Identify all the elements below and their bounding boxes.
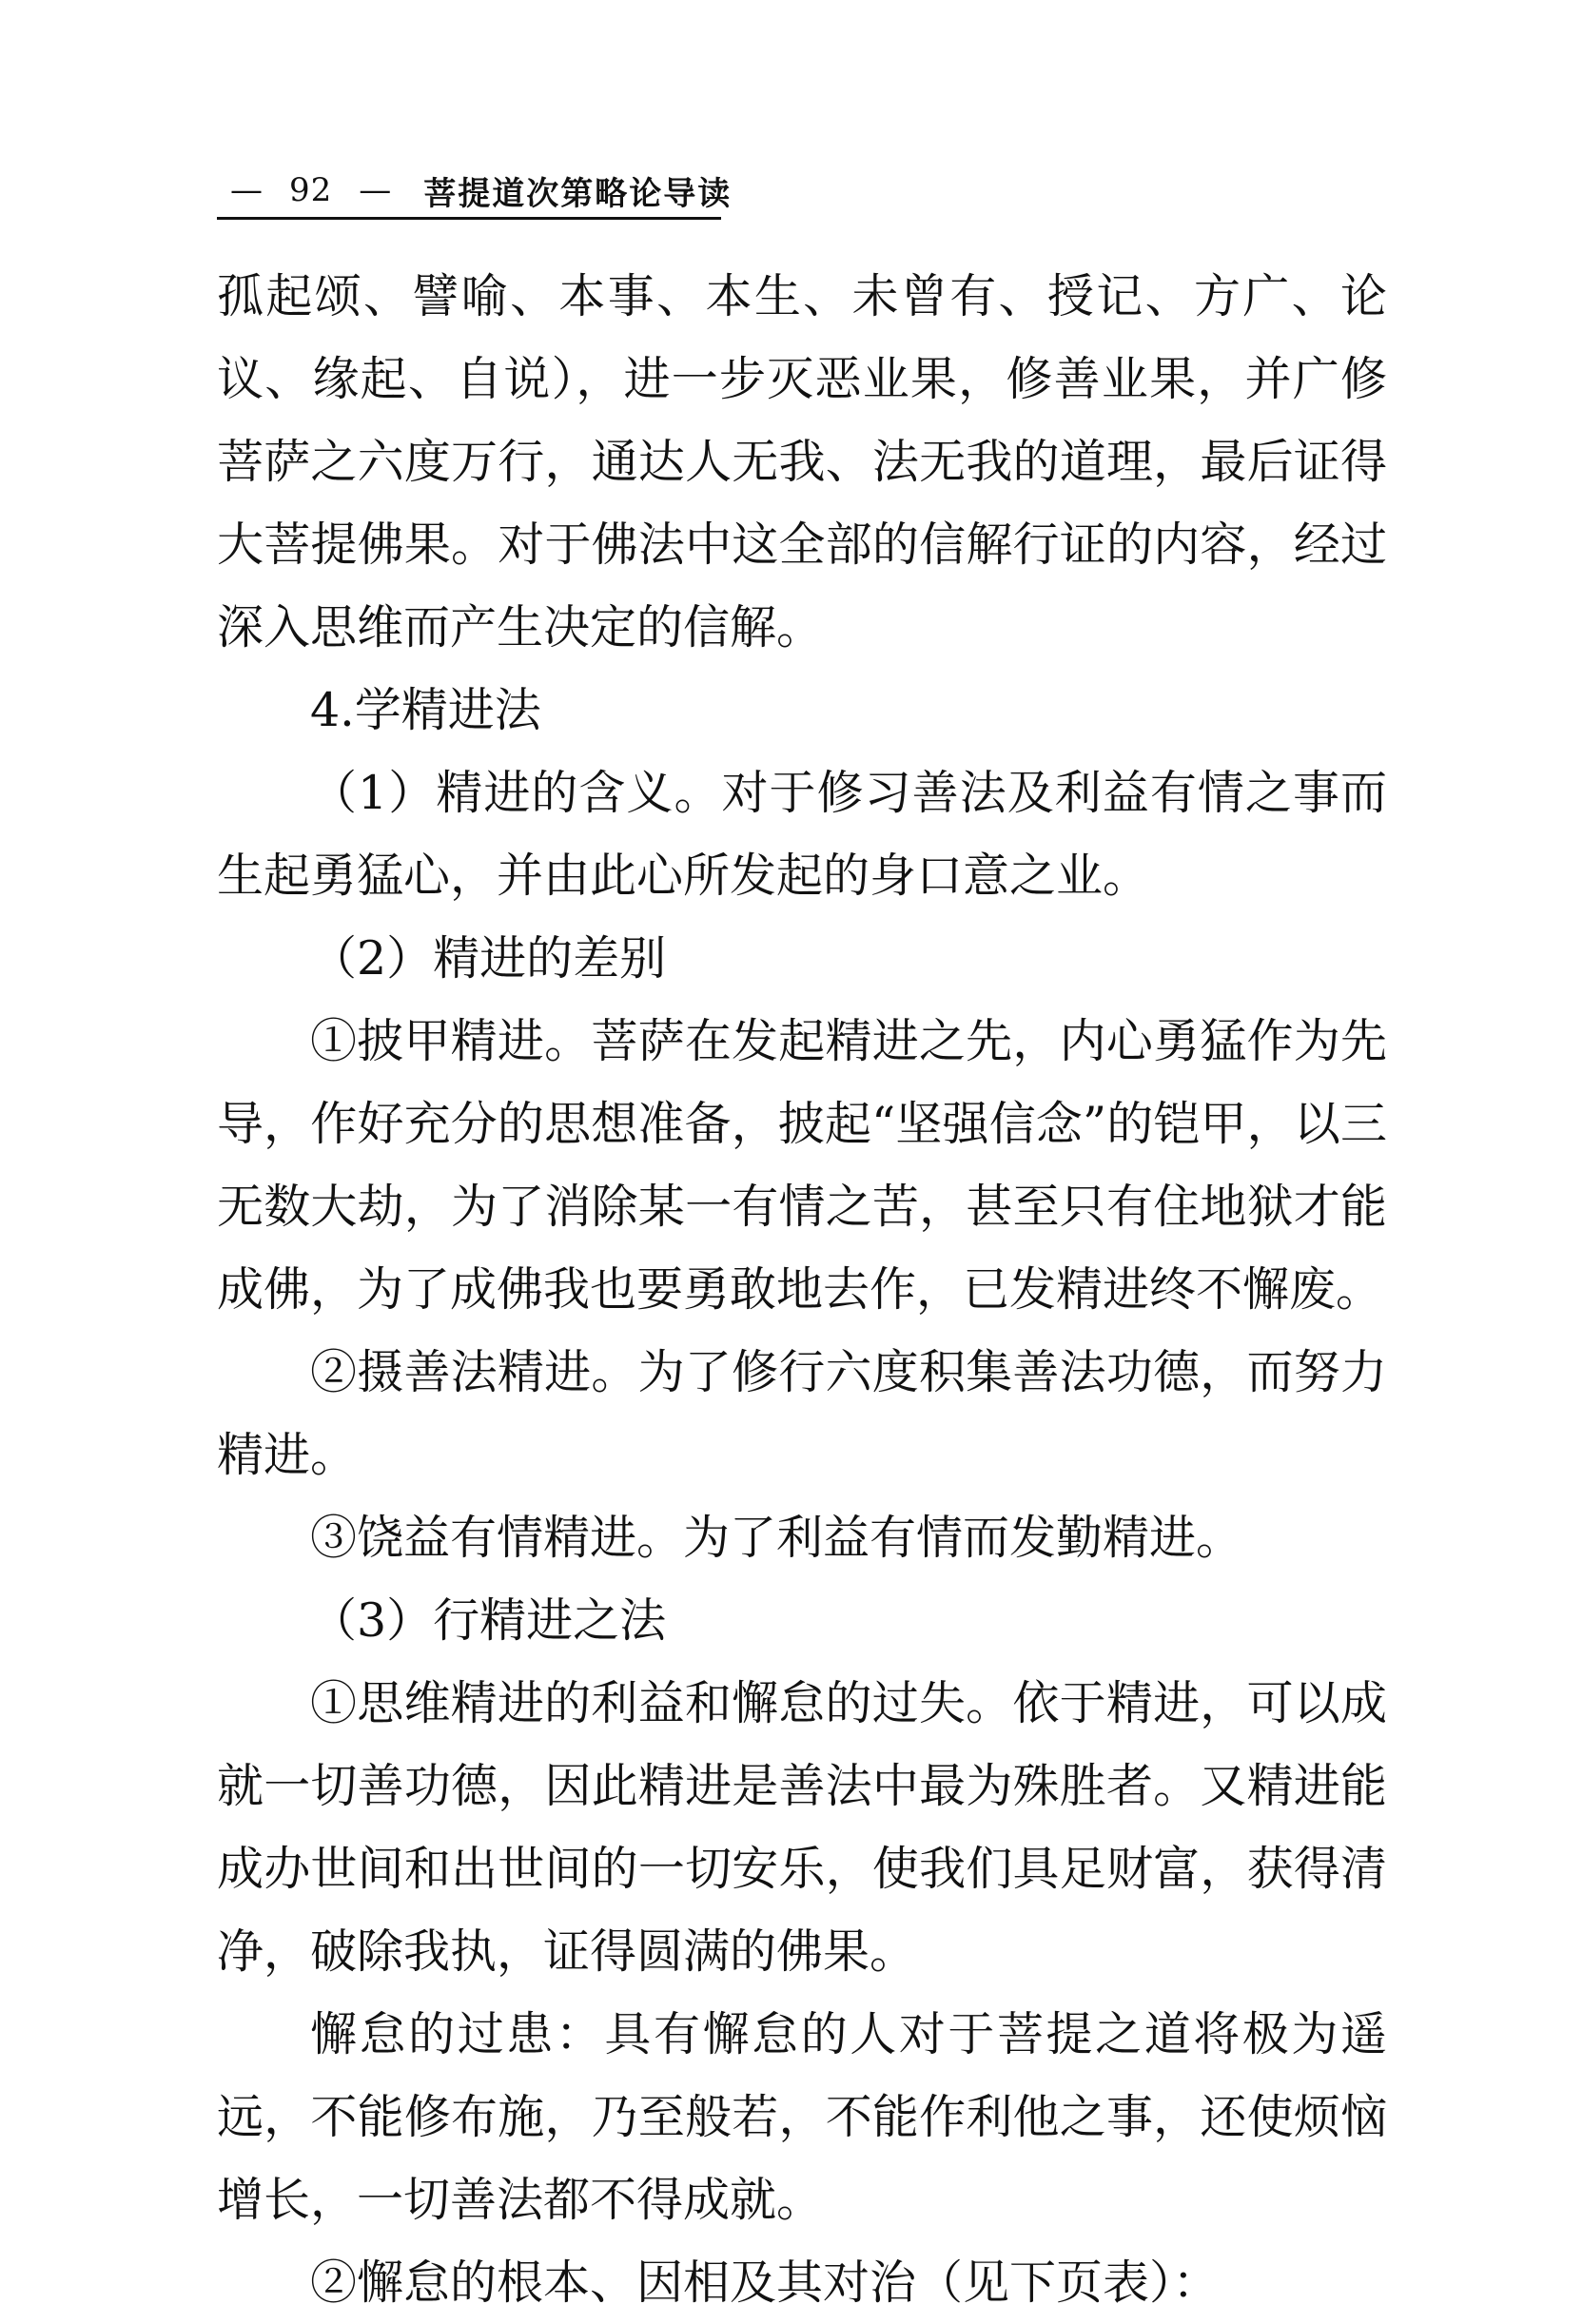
- paragraph-laziness-root: ②懈怠的根本、因相及其对治（见下页表）：: [310, 2256, 1220, 2310]
- paragraph-laziness-faults: 懈怠的过患：具有懈怠的人对于菩提之道将极为遥远，不能修布施，乃至般若，不能作利他之事，还使烦恼增长，一切善法都不得成就。: [217, 2007, 1387, 2227]
- subheading-practice: （3）行精进之法: [310, 1593, 667, 1648]
- paragraph-continuation: 孤起颂、譬喻、本事、本生、未曾有、授记、方广、论议、缘起、自说），进一步灭恶业果，修善业果，并广修菩萨之六度万行，通达人无我、法无我的道理，最后证得大菩提佛果。对于佛法中这全部的信解行证的内容，经过深入思维而产生决定的信解。: [217, 269, 1387, 654]
- subheading-distinctions: （2）精进的差别: [310, 931, 667, 986]
- book-title: 菩提道次第略论导读: [423, 174, 733, 213]
- header-dash-left: —: [230, 171, 263, 209]
- paragraph-virtue-diligence: ②摄善法精进。为了修行六度积集善法功德，而努力精进。: [217, 1345, 1387, 1482]
- page-number: 92: [289, 171, 333, 209]
- paragraph-benefits-and-faults: ①思维精进的利益和懈怠的过失。依于精进，可以成就一切善功德，因此精进是善法中最为殊胜者。又精进能成办世间和出世间的一切安乐，使我们具足财富，获得清净，破除我执，证得圆满的佛果。: [217, 1676, 1387, 1979]
- running-header: [217, 164, 733, 220]
- section-heading-diligence: 4.学精进法: [310, 683, 541, 737]
- page-body: [217, 255, 1387, 2324]
- paragraph-definition: （1）精进的含义。对于修习善法及利益有情之事而生起勇猛心，并由此心所发起的身口意之业。: [217, 766, 1387, 903]
- paragraph-benefit-diligence: ③饶益有情精进。为了利益有情而发勤精进。: [310, 1511, 1243, 1565]
- paragraph-armor-diligence: ①披甲精进。菩萨在发起精进之先，内心勇猛作为先导，作好充分的思想准备，披起“坚强信念”的铠甲，以三无数大劫，为了消除某一有情之苦，甚至只有住地狱才能成佛，为了成佛我也要勇敢地去作，已发精进终不懈废。: [217, 1014, 1387, 1317]
- header-dash-right: —: [359, 171, 392, 209]
